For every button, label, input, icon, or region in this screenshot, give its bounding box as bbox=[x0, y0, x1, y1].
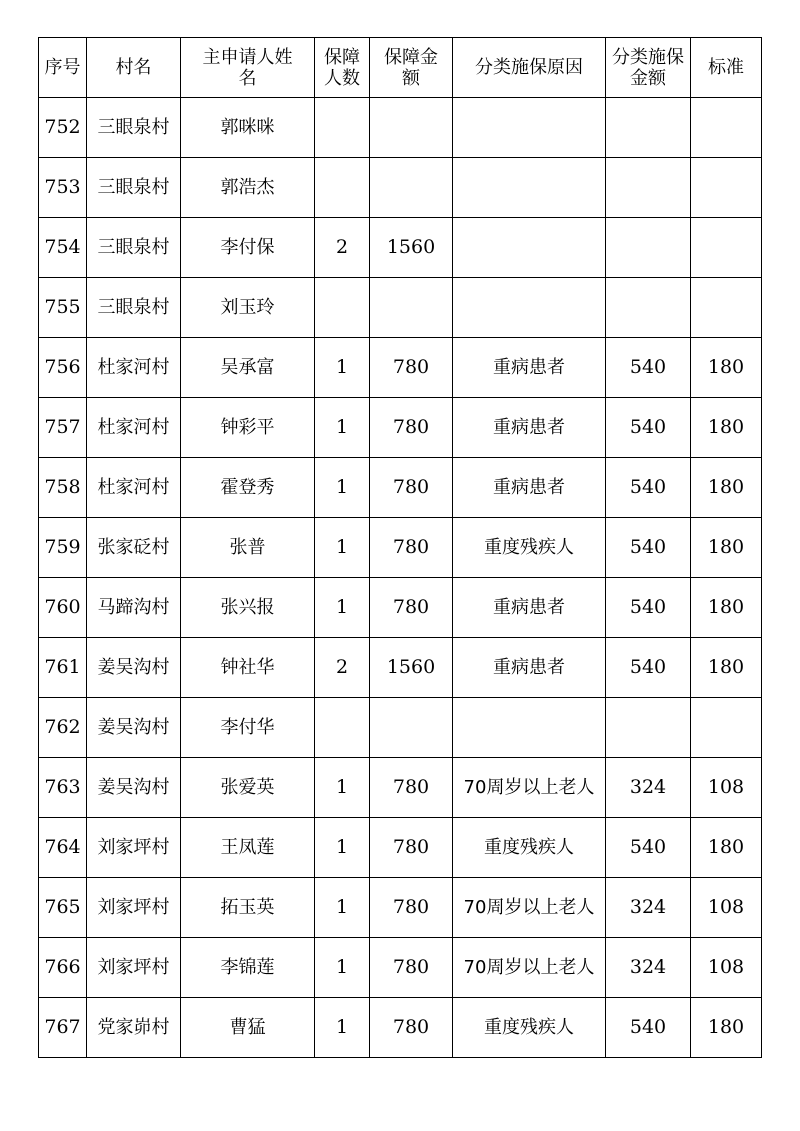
cell-standard: 180 bbox=[691, 518, 762, 578]
cell-category-amount bbox=[606, 278, 691, 338]
cell-standard: 108 bbox=[691, 938, 762, 998]
cell-village: 姜吴沟村 bbox=[87, 758, 181, 818]
header-count: 保障人数 bbox=[315, 38, 370, 98]
cell-standard: 180 bbox=[691, 458, 762, 518]
table-row bbox=[39, 878, 762, 938]
cell-seq: 765 bbox=[39, 878, 87, 938]
cell-count: 1 bbox=[315, 518, 370, 578]
header-reason: 分类施保原因 bbox=[453, 38, 606, 98]
table-row bbox=[39, 818, 762, 878]
cell-category-amount: 324 bbox=[606, 758, 691, 818]
cell-reason bbox=[453, 158, 606, 218]
cell-reason: 重度残疾人 bbox=[453, 998, 606, 1058]
cell-standard bbox=[691, 98, 762, 158]
cell-seq: 756 bbox=[39, 338, 87, 398]
cell-count: 1 bbox=[315, 338, 370, 398]
cell-standard bbox=[691, 698, 762, 758]
cell-count: 1 bbox=[315, 938, 370, 998]
cell-amount bbox=[370, 158, 453, 218]
cell-category-amount: 324 bbox=[606, 938, 691, 998]
cell-seq: 762 bbox=[39, 698, 87, 758]
cell-applicant: 李付保 bbox=[181, 218, 315, 278]
cell-category-amount: 540 bbox=[606, 578, 691, 638]
header-standard: 标准 bbox=[691, 38, 762, 98]
cell-count: 1 bbox=[315, 818, 370, 878]
cell-applicant: 郭咪咪 bbox=[181, 98, 315, 158]
cell-standard: 180 bbox=[691, 638, 762, 698]
cell-seq: 754 bbox=[39, 218, 87, 278]
cell-seq: 764 bbox=[39, 818, 87, 878]
cell-amount: 1560 bbox=[370, 638, 453, 698]
cell-applicant: 拓玉英 bbox=[181, 878, 315, 938]
cell-applicant: 钟彩平 bbox=[181, 398, 315, 458]
cell-amount: 780 bbox=[370, 518, 453, 578]
cell-standard: 180 bbox=[691, 398, 762, 458]
header-category-amount: 分类施保金额 bbox=[606, 38, 691, 98]
cell-count: 1 bbox=[315, 878, 370, 938]
cell-seq: 753 bbox=[39, 158, 87, 218]
cell-amount bbox=[370, 98, 453, 158]
cell-reason: 重病患者 bbox=[453, 458, 606, 518]
cell-category-amount: 540 bbox=[606, 458, 691, 518]
table-row bbox=[39, 518, 762, 578]
table-row bbox=[39, 458, 762, 518]
cell-standard: 180 bbox=[691, 338, 762, 398]
cell-count: 2 bbox=[315, 218, 370, 278]
cell-reason: 重病患者 bbox=[453, 398, 606, 458]
cell-applicant: 曹猛 bbox=[181, 998, 315, 1058]
header-village: 村名 bbox=[87, 38, 181, 98]
table-row bbox=[39, 698, 762, 758]
cell-reason: 重病患者 bbox=[453, 638, 606, 698]
cell-amount bbox=[370, 278, 453, 338]
cell-village: 杜家河村 bbox=[87, 398, 181, 458]
cell-village: 刘家坪村 bbox=[87, 938, 181, 998]
cell-village: 三眼泉村 bbox=[87, 158, 181, 218]
cell-standard: 180 bbox=[691, 998, 762, 1058]
cell-village: 刘家坪村 bbox=[87, 818, 181, 878]
table-row bbox=[39, 398, 762, 458]
cell-applicant: 吴承富 bbox=[181, 338, 315, 398]
cell-reason bbox=[453, 278, 606, 338]
cell-seq: 758 bbox=[39, 458, 87, 518]
cell-applicant: 李付华 bbox=[181, 698, 315, 758]
cell-applicant: 李锦莲 bbox=[181, 938, 315, 998]
cell-count bbox=[315, 158, 370, 218]
cell-category-amount bbox=[606, 218, 691, 278]
cell-village: 姜吴沟村 bbox=[87, 638, 181, 698]
table-row bbox=[39, 938, 762, 998]
cell-village: 杜家河村 bbox=[87, 338, 181, 398]
cell-village: 三眼泉村 bbox=[87, 98, 181, 158]
header-applicant: 主申请人姓名 bbox=[181, 38, 315, 98]
table-row bbox=[39, 158, 762, 218]
cell-seq: 766 bbox=[39, 938, 87, 998]
cell-category-amount bbox=[606, 698, 691, 758]
cell-category-amount: 540 bbox=[606, 638, 691, 698]
header-seq: 序号 bbox=[39, 38, 87, 98]
cell-village: 刘家坪村 bbox=[87, 878, 181, 938]
cell-village: 姜吴沟村 bbox=[87, 698, 181, 758]
cell-standard: 180 bbox=[691, 578, 762, 638]
cell-category-amount: 540 bbox=[606, 398, 691, 458]
cell-amount: 780 bbox=[370, 878, 453, 938]
cell-reason: 70周岁以上老人 bbox=[453, 758, 606, 818]
assistance-table bbox=[38, 37, 762, 1058]
cell-seq: 752 bbox=[39, 98, 87, 158]
cell-reason: 重度残疾人 bbox=[453, 518, 606, 578]
cell-standard: 108 bbox=[691, 878, 762, 938]
cell-reason: 重病患者 bbox=[453, 578, 606, 638]
cell-seq: 757 bbox=[39, 398, 87, 458]
cell-applicant: 霍登秀 bbox=[181, 458, 315, 518]
cell-category-amount bbox=[606, 98, 691, 158]
cell-reason: 重病患者 bbox=[453, 338, 606, 398]
cell-reason bbox=[453, 698, 606, 758]
cell-standard: 108 bbox=[691, 758, 762, 818]
cell-count bbox=[315, 278, 370, 338]
cell-reason: 70周岁以上老人 bbox=[453, 938, 606, 998]
cell-applicant: 郭浩杰 bbox=[181, 158, 315, 218]
cell-standard bbox=[691, 158, 762, 218]
cell-seq: 755 bbox=[39, 278, 87, 338]
cell-reason: 重度残疾人 bbox=[453, 818, 606, 878]
cell-seq: 760 bbox=[39, 578, 87, 638]
cell-amount: 1560 bbox=[370, 218, 453, 278]
cell-count: 1 bbox=[315, 758, 370, 818]
cell-amount: 780 bbox=[370, 398, 453, 458]
cell-standard bbox=[691, 278, 762, 338]
cell-amount: 780 bbox=[370, 458, 453, 518]
header-row bbox=[39, 38, 762, 98]
cell-seq: 761 bbox=[39, 638, 87, 698]
table-row bbox=[39, 278, 762, 338]
cell-amount: 780 bbox=[370, 938, 453, 998]
cell-category-amount bbox=[606, 158, 691, 218]
table-row bbox=[39, 338, 762, 398]
cell-amount: 780 bbox=[370, 998, 453, 1058]
cell-amount: 780 bbox=[370, 578, 453, 638]
cell-category-amount: 540 bbox=[606, 338, 691, 398]
cell-seq: 763 bbox=[39, 758, 87, 818]
cell-count: 1 bbox=[315, 458, 370, 518]
table-row bbox=[39, 998, 762, 1058]
cell-village: 张家砭村 bbox=[87, 518, 181, 578]
cell-applicant: 张兴报 bbox=[181, 578, 315, 638]
cell-applicant: 王凤莲 bbox=[181, 818, 315, 878]
cell-standard: 180 bbox=[691, 818, 762, 878]
table-body bbox=[39, 98, 762, 1058]
cell-reason bbox=[453, 98, 606, 158]
cell-category-amount: 540 bbox=[606, 998, 691, 1058]
table-row bbox=[39, 758, 762, 818]
cell-seq: 759 bbox=[39, 518, 87, 578]
cell-reason bbox=[453, 218, 606, 278]
cell-reason: 70周岁以上老人 bbox=[453, 878, 606, 938]
cell-applicant: 张普 bbox=[181, 518, 315, 578]
table-header bbox=[39, 38, 762, 98]
cell-village: 杜家河村 bbox=[87, 458, 181, 518]
cell-applicant: 张爱英 bbox=[181, 758, 315, 818]
table-row bbox=[39, 578, 762, 638]
cell-amount: 780 bbox=[370, 758, 453, 818]
cell-count: 2 bbox=[315, 638, 370, 698]
cell-village: 党家峁村 bbox=[87, 998, 181, 1058]
table-row bbox=[39, 98, 762, 158]
cell-count bbox=[315, 698, 370, 758]
cell-village: 三眼泉村 bbox=[87, 218, 181, 278]
cell-amount: 780 bbox=[370, 338, 453, 398]
cell-count: 1 bbox=[315, 578, 370, 638]
table-row bbox=[39, 638, 762, 698]
cell-count bbox=[315, 98, 370, 158]
cell-village: 三眼泉村 bbox=[87, 278, 181, 338]
cell-count: 1 bbox=[315, 998, 370, 1058]
cell-applicant: 刘玉玲 bbox=[181, 278, 315, 338]
cell-amount: 780 bbox=[370, 818, 453, 878]
header-amount: 保障金额 bbox=[370, 38, 453, 98]
cell-amount bbox=[370, 698, 453, 758]
cell-seq: 767 bbox=[39, 998, 87, 1058]
cell-category-amount: 540 bbox=[606, 818, 691, 878]
cell-standard bbox=[691, 218, 762, 278]
cell-category-amount: 540 bbox=[606, 518, 691, 578]
cell-village: 马蹄沟村 bbox=[87, 578, 181, 638]
table-row bbox=[39, 218, 762, 278]
cell-count: 1 bbox=[315, 398, 370, 458]
cell-category-amount: 324 bbox=[606, 878, 691, 938]
cell-applicant: 钟社华 bbox=[181, 638, 315, 698]
